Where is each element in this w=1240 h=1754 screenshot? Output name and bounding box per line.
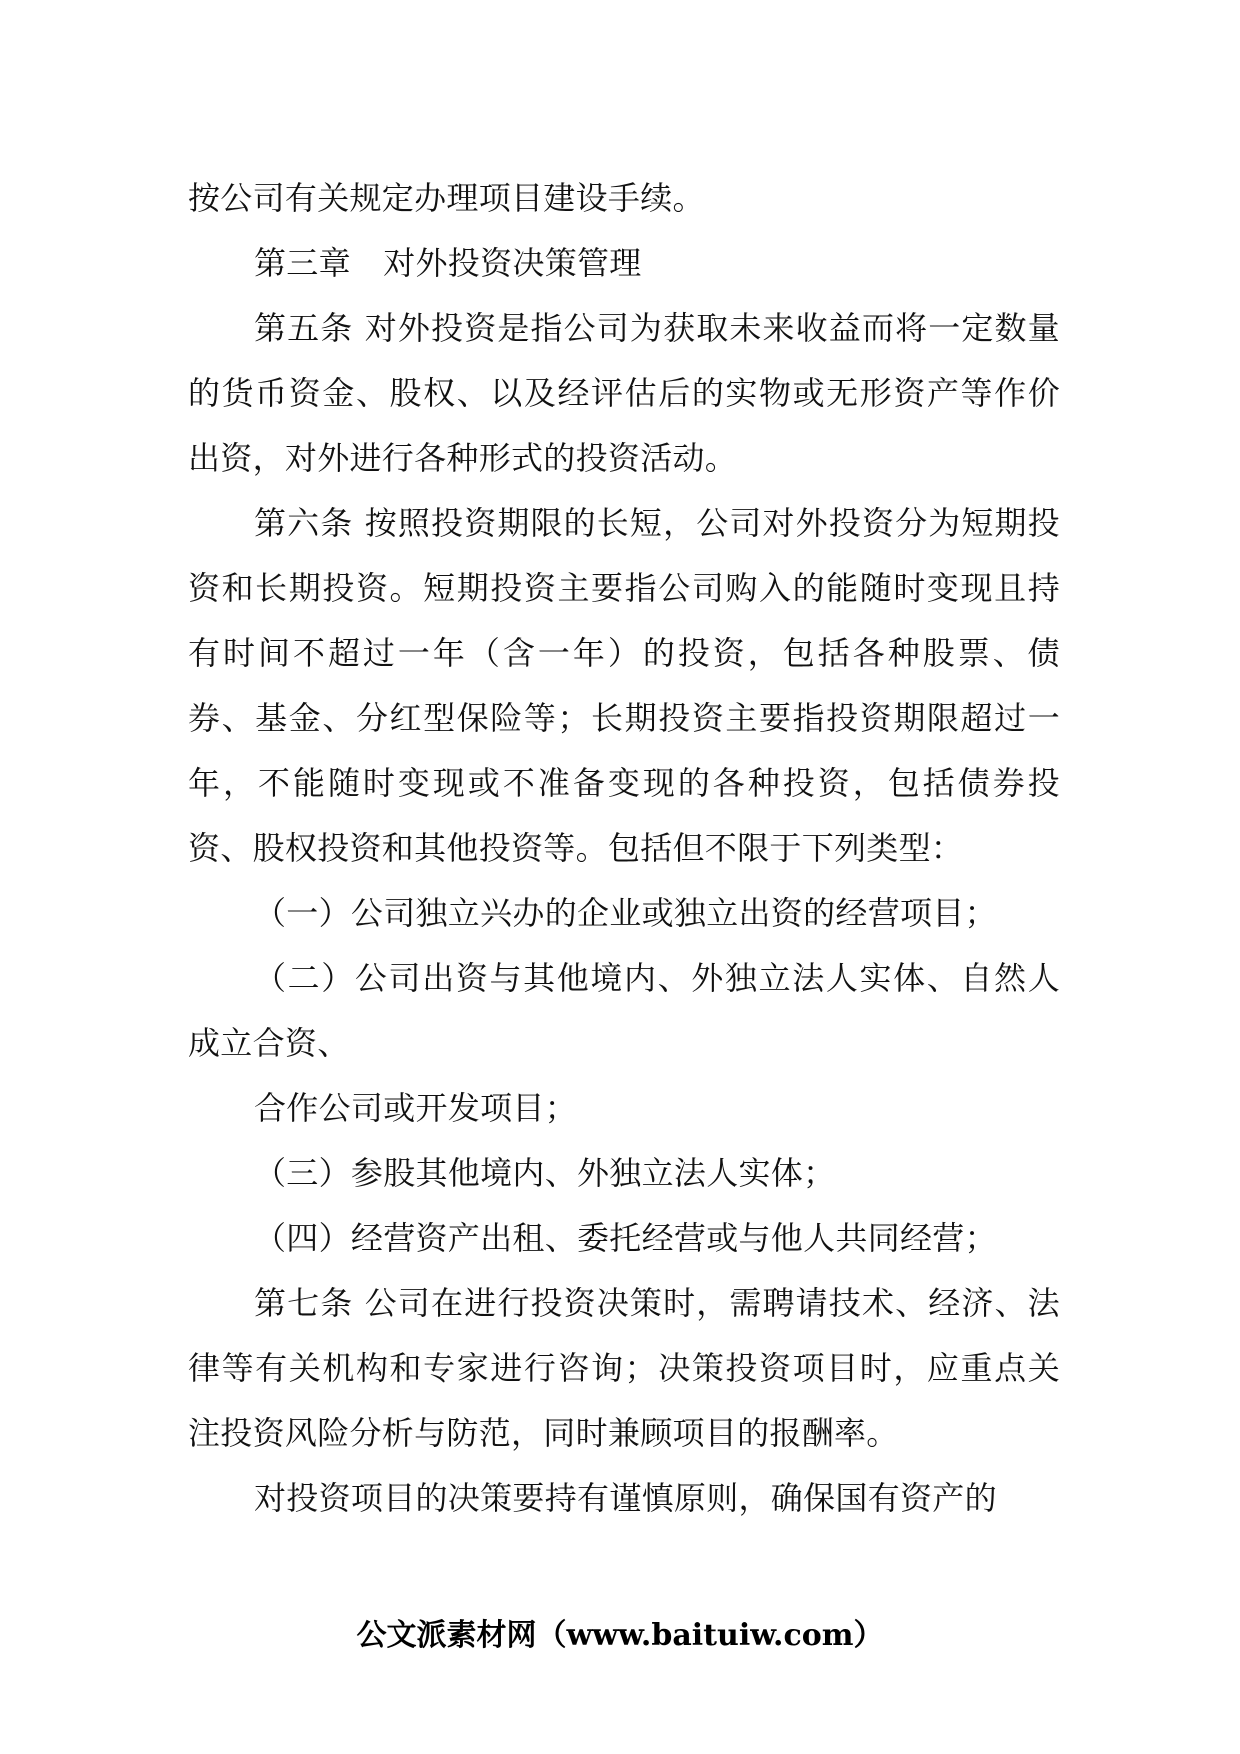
- list-item-2: （二）公司出资与其他境内、外独立法人实体、自然人成立合资、: [188, 959, 1060, 1062]
- paragraph-continuation: 按公司有关规定办理项目建设手续。: [188, 179, 705, 217]
- article-7: 第七条 公司在进行投资决策时，需聘请技术、经济、法律等有关机构和专家进行咨询；决策投资项目时，应重点关注投资风险分析与防范，同时兼顾项目的报酬率。: [188, 1284, 1060, 1452]
- list-item-3: （三）参股其他境内、外独立法人实体；: [254, 1154, 836, 1192]
- chapter-heading: 第三章 对外投资决策管理: [254, 244, 642, 282]
- list-item-4: （四）经营资产出租、委托经营或与他人共同经营；: [254, 1219, 997, 1257]
- paragraph-final: 对投资项目的决策要持有谨慎原则，确保国有资产的: [254, 1479, 997, 1517]
- article-6: 第六条 按照投资期限的长短，公司对外投资分为短期投资和长期投资。短期投资主要指公司购入的能随时变现且持有时间不超过一年（含一年）的投资，包括各种股票、债券、基金、分红型保险等；长期投资主要指投资期限超过一年，不能随时变现或不准备变现的各种投资，包括债券投资、股权投资和其他投资等。包括但不限于下列类型：: [188, 504, 1060, 867]
- document-body: [188, 166, 1060, 1531]
- footer-watermark: 公文派素材网（www.baituiw.com）: [356, 1618, 884, 1653]
- list-item-1: （一）公司独立兴办的企业或独立出资的经营项目；: [254, 894, 997, 932]
- list-item-2-continued: 合作公司或开发项目；: [254, 1089, 578, 1127]
- article-5: 第五条 对外投资是指公司为获取未来收益而将一定数量的货币资金、股权、以及经评估后的实物或无形资产等作价出资，对外进行各种形式的投资活动。: [188, 309, 1060, 477]
